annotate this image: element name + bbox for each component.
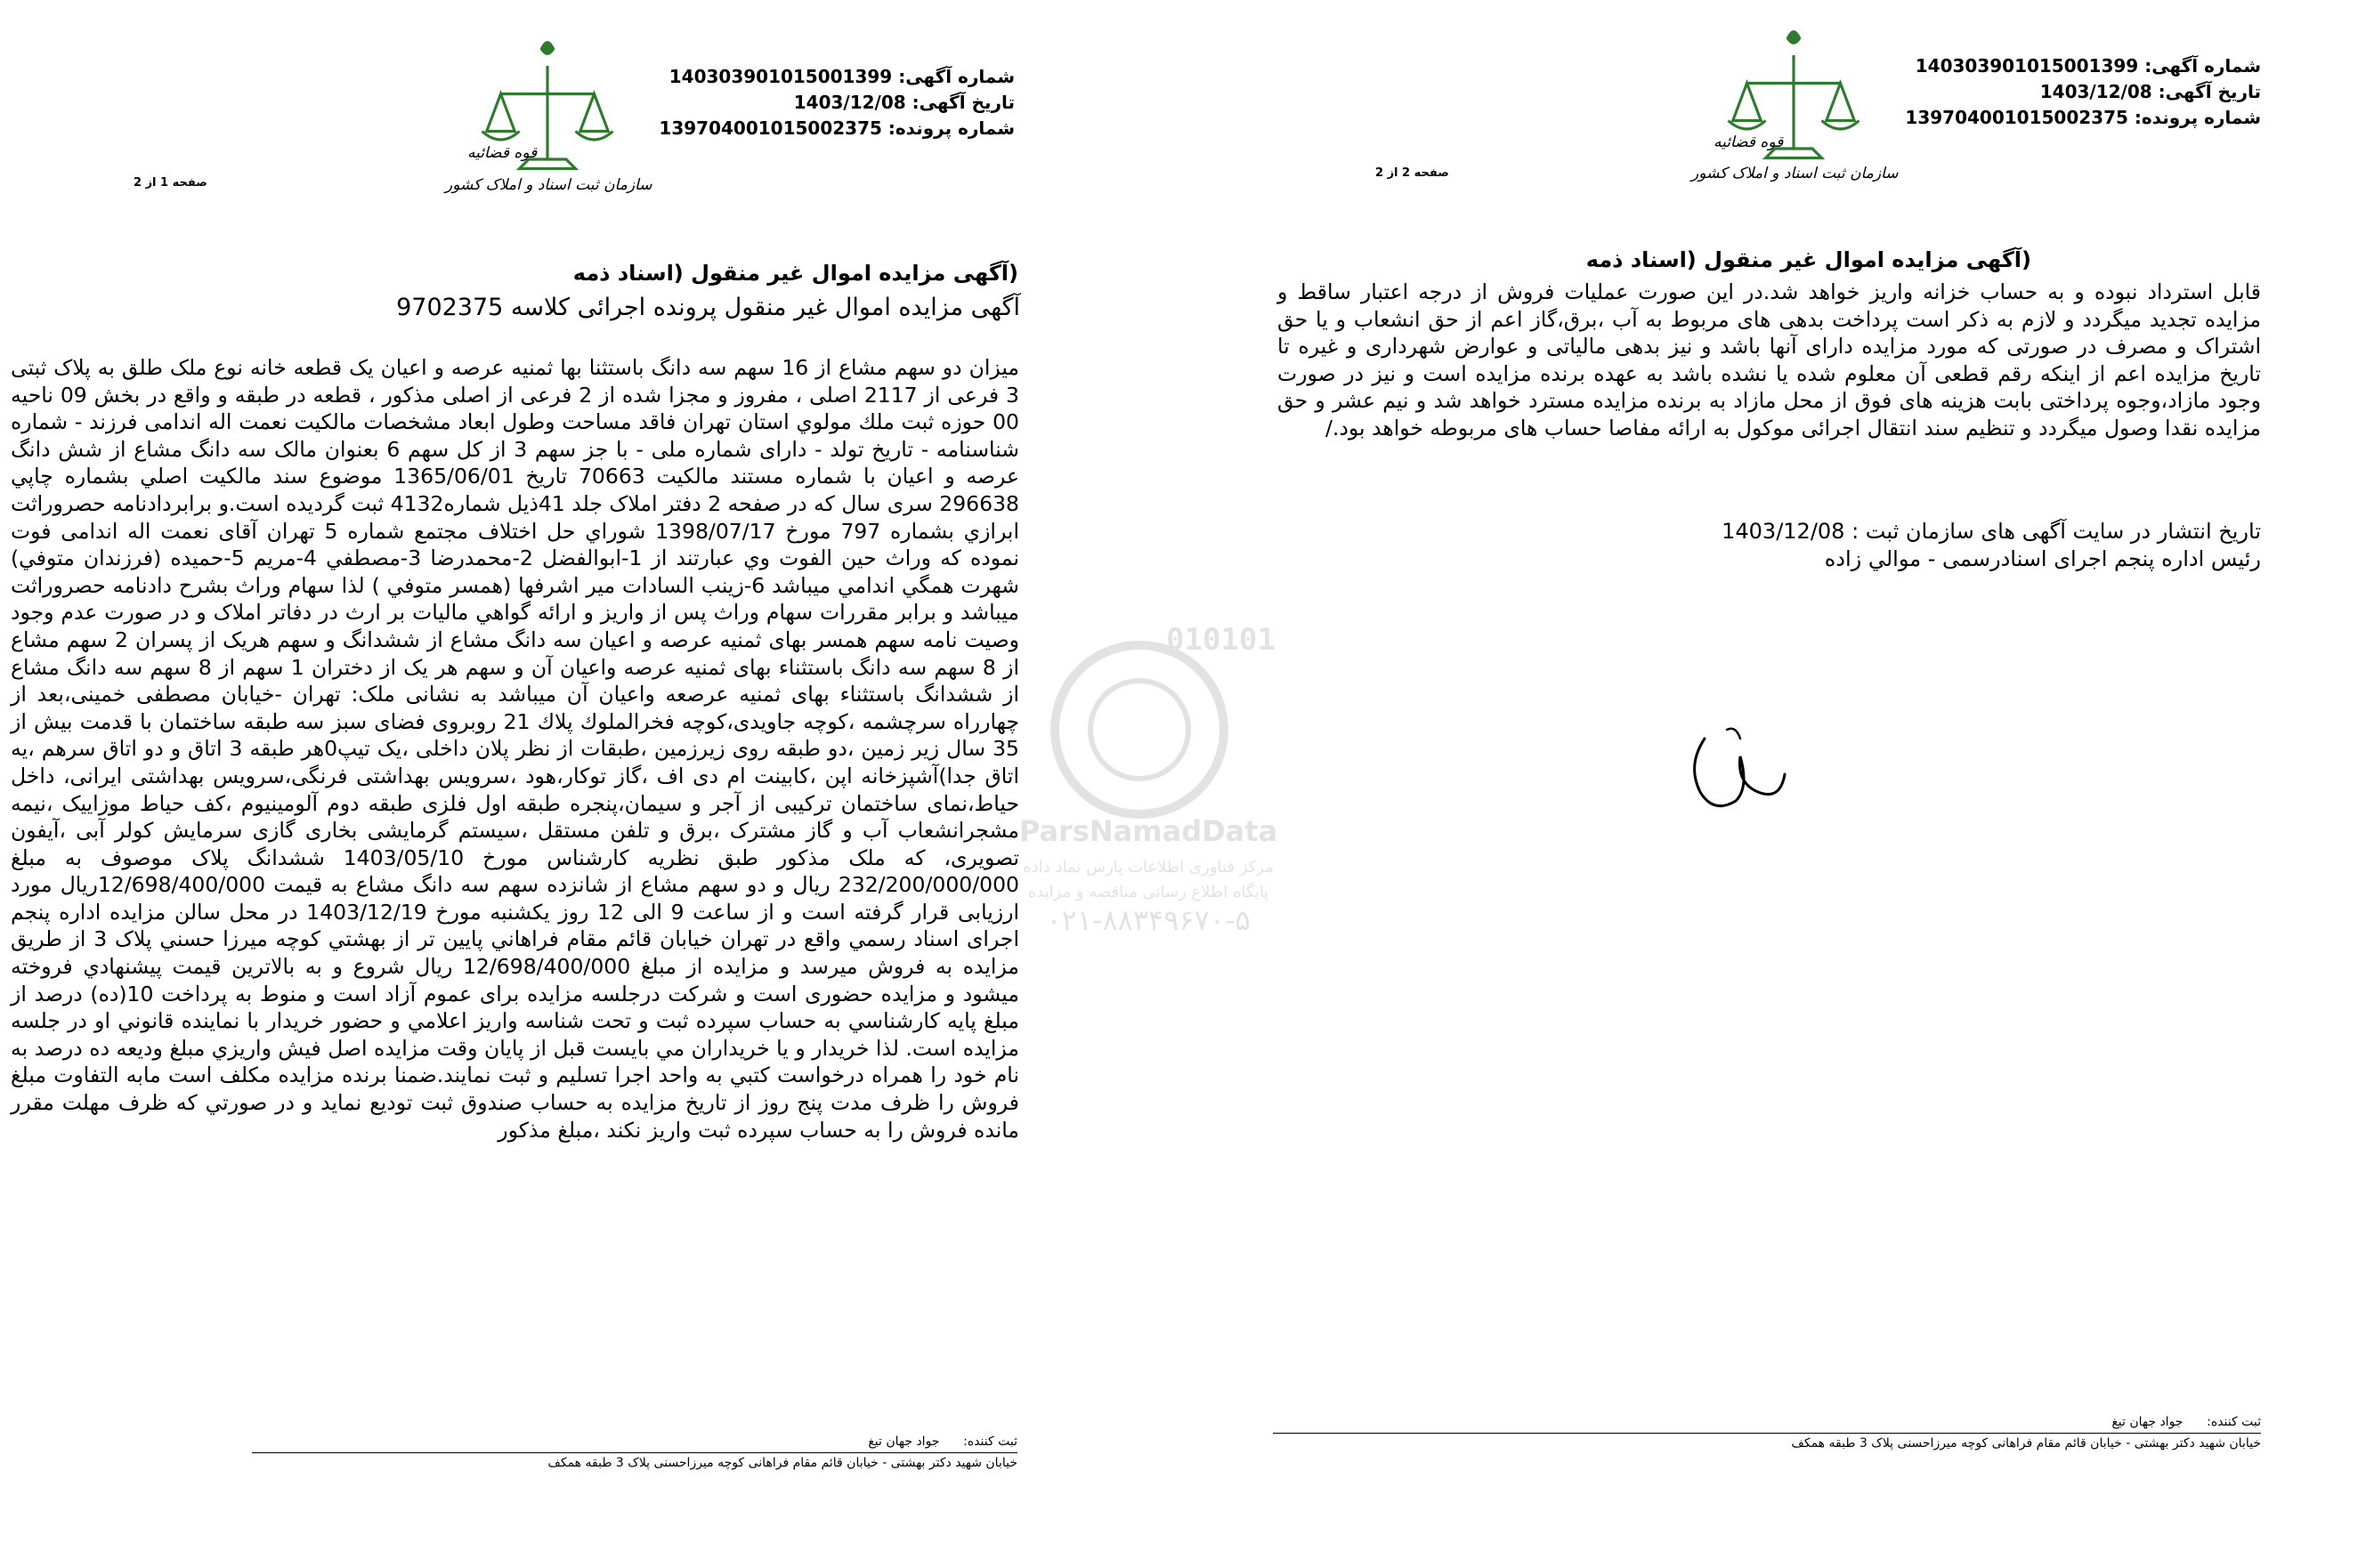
registrar-label: ثبت کننده: bbox=[963, 1435, 1017, 1449]
footer-divider bbox=[252, 1452, 1017, 1453]
file-number: 139704001015002375 bbox=[1905, 107, 2128, 128]
emblem-top-text: قوه قضائیه bbox=[467, 144, 538, 162]
notice-title: (آگهی مزایده اموال غیر منقول (اسناد ذمه bbox=[572, 261, 1018, 286]
file-number-row bbox=[1905, 105, 2261, 131]
parsnamad-watermark-icon bbox=[1006, 614, 1291, 952]
ad-number: 140303901015001399 bbox=[668, 66, 893, 87]
ad-number-label: شماره آگهی: bbox=[2144, 55, 2261, 77]
notice-subtitle: آگهی مزایده اموال غیر منقول پرونده اجرائی کلاسه 9702375 bbox=[396, 294, 1020, 321]
ad-date: 1403/12/08 bbox=[2039, 81, 2152, 102]
watermark-brand: ParsNamadData bbox=[1018, 814, 1278, 848]
ad-number: 140303901015001399 bbox=[1915, 55, 2139, 77]
page-number: صفحه 1 از 2 bbox=[134, 176, 207, 190]
registrar-label: ثبت کننده: bbox=[2207, 1415, 2261, 1429]
file-number-row bbox=[659, 116, 1015, 141]
ad-number-label: شماره آگهی: bbox=[898, 66, 1015, 87]
file-number-label: شماره پرونده: bbox=[2134, 107, 2261, 128]
footer bbox=[1273, 1415, 2261, 1451]
watermark-phone: ۰۲۱-۸۸۳۴۹۶۷۰-۵ bbox=[1046, 903, 1251, 937]
registrar-name: جواد جهان تیغ bbox=[868, 1435, 940, 1449]
registrar-row bbox=[252, 1435, 1017, 1449]
notice-body: میزان دو سهم مشاع از 16 سهم سه دانگ باستثنا بها ثمنیه عرصه و اعیان یک قطعه خانه نوع ملک طلق به پلاک ثبتی 3 فرعی از 2117 اصلی ، مفروز و مجزا شده از 2 فرعی از اصلی مذکور ، قطعه در طبقه و واقع در بخش 09 ناحیه 00 حوزه ثبت ملك مولوي استان تهران فاقد مساحت وطول ابعاد مشخصات مالکیت نعمت اله اندامی فرزند - شماره شناسنامه - تاریخ تولد - دارای شماره ملی - با جز سهم 3 از کل سهم 6 بعنوان مالک سه دانگ مشاع از شش دانگ عرصه و اعیان با شماره مستند مالکیت 70663 تاریخ 1365/06/01 موضوع سند مالکیت اصلي بشماره چاپي 296638 سری سال که در صفحه 2 دفتر املاک جلد 41ذيل شماره4132 ثبت گرديده است.و برابردادنامه حصروراثت ابرازي بشماره 797 مورخ 1398/07/17 شوراي حل اختلاف مجتمع شماره 5 تهران آقای نعمت اله اندامی فوت نموده که وراث حين الفوت وي عبارتند از 1-ابوالفضل 2-محمدرضا 3-مصطفي 4-مريم 5-حميده (فرزندان متوفي) شهرت همگي اندامي ميباشد 6-زينب السادات مير اشرفها (همسر متوفي ) لذا سهام وراث بشرح دادنامه حصروراثت ميباشد و برابر مقررات سهام وراث پس از واريز و ارائه گواهي ماليات بر ارث در دفاتر املاک و در صورت عدم وجود وصيت نامه سهم همسر بهای ثمنیه عرصه و اعیان سه دانگ مشاع از ششدانگ و سهم هريک از پسران 2 سهم مشاع از 8 سهم سه دانگ باستثناء بهای ثمنیه عرصه واعیان آن و سهم هر يک از دختران 1 سهم از 8 سهم سه دانگ مشاع از ششدانگ باستثناء بهای ثمنیه عرصعه واعیان آن میباشد به نشانی ملک: تهران -خيابان مصطفى خمينى،بعد از چهارراه سرچشمه ،كوچه جاويدى،كوچه فخرالملوك پلاك 21 روبروى فضاى سبز سه طبقه ساختمان با قدمت بيش از 35 سال زير زمين ،دو طبقه روى زيرزمين ،طبقات از نظر پلان داخلى ،يک تيپ0هر طبقه 3 اتاق و دو اتاق سرهم ،يه اتاق جدا)آشپزخانه اپن ،كابينت ام دى اف ،گاز توكار،هود ،سرويس بهداشتى فرنگى،سرويس بهداشتى ايرانى، داخل حياط،نماى ساختمان تركيبى از آجر و سيمان،پنجره طبقه اول فلزى طبقه دوم آلومينيوم ،كف حياط موزاييک ،نيمه مشجرانشعاب آب و گاز مشترک ،برق و تلفن مستقل ،سيستم گرمايشى بخارى گازى سرمايش كولر آبى ،آيفون تصويرى، كه ملک مذكور طبق نظريه كارشناس مورخ 1403/05/10 ششدانگ پلاک موصوف به مبلغ 232/200/000/000 ريال و دو سهم مشاع از شانزده سهم سه دانگ مشاع به قيمت 12/698/400/000ريال مورد ارزيابی قرار گرفته است و از ساعت 9 الی 12 روز يكشنبه مورخ 1403/12/19 در محل سالن مزايده اداره پنجم اجرای اسناد رسمي واقع در تهران خيابان قائم مقام فراهاني پايين تر از بهشتي كوچه ميرزا حسني پلاک 3 از طريق مزايده به فروش ميرسد و مزايده از مبلغ 12/698/400/000 ريال شروع و به بالاترين قيمت پيشنهادي فروخته ميشود و مزايده حضوری است و شرکت درجلسه مزايده برای عموم آزاد است و منوط به پرداخت 10(ده) درصد از مبلغ پايه كارشناسي به حساب سپرده ثبت و تحت شناسه واريز اعلامي و حضور خريدار با نماينده قانوني او در جلسه مزايده است. لذا خريدار و يا خريداران مي بايست قبل از پايان وقت مزايده اصل فيش واريزي مبلغ وديعه ده درصد به نام خود را همراه درخواست كتبي به واحد اجرا تسليم و ثبت نمايند.ضمنا برنده مزايده مكلف است مابه التفاوت مبلغ فروش را ظرف مدت پنج روز از تاريخ مزايده به حساب صندوق ثبت توديع نمايد و در صورتي كه ظرف مهلت مقرر مانده فروش را به حساب سپرده ثبت واريز نكند ،مبلغ مذكور bbox=[11, 355, 1020, 1143]
emblem-top-text: قوه قضائیه bbox=[1714, 133, 1784, 151]
ad-date-label: تاریخ آگهی: bbox=[912, 92, 1015, 113]
footer-address: خیابان شهید دکتر بهشتی - خیابان قائم مقام فراهانی کوچه میرزاحسنی پلاک 3 طبقه همکف bbox=[1791, 1436, 2261, 1451]
watermark-line2: پایگاه اطلاع رسانی مناقصه و مزایده bbox=[1027, 883, 1269, 901]
ad-date: 1403/12/08 bbox=[793, 92, 906, 113]
signer-line: رئیس اداره پنجم اجرای اسنادرسمی - موالي زاده bbox=[1824, 546, 2261, 571]
notice-body: قابل استرداد نبوده و به حساب خزانه واریز خواهد شد.در این صورت عملیات فروش از درجه اعتبار ساقط و مزایده تجدید میگردد و لازم به ذکر است پرداخت بدهی های مربوط به آب ،برق،گاز اعم از حق انشعاب و یا حق اشتراک و مصرف در صورتی که مورد مزایده دارای آنها باشد و نیز بدهی مالیاتی و عوارض شهرداری و غیره تا تاریخ مزایده اعم از اینکه رقم قطعی آن معلوم شده یا نشده باشد به عهده برنده مزایده است و نیز در صورت وجود مازاد،وجوه پرداختی بابت هزینه های فوق از محل مازاد به برنده مزایده مسترد خواهد شد و نیم عشر و حق مزایده نقدا وصول میگردد و تنظیم سند انتقال اجرائی موکول به ارائه مفاصا حساب های مربوطه خواهد بود./ bbox=[1277, 279, 2261, 440]
ad-date-label: تاریخ آگهی: bbox=[2158, 81, 2261, 102]
watermark-line1: مرکز فناوری اطلاعات پارس نماد داده bbox=[1023, 858, 1274, 877]
file-number: 139704001015002375 bbox=[659, 117, 882, 139]
handwritten-signature-icon bbox=[1651, 703, 1829, 837]
emblem-caption: سازمان ثبت اسناد و املاک کشور bbox=[445, 176, 652, 194]
publish-date-line: تاریخ انتشار در سایت آگهی های سازمان ثبت : 1403/12/08 bbox=[1722, 519, 2261, 544]
ad-number-row bbox=[659, 64, 1015, 90]
ad-number-row bbox=[1905, 53, 2261, 79]
file-number-label: شماره پرونده: bbox=[887, 117, 1015, 139]
watermark-digits: 010101 bbox=[1166, 622, 1276, 658]
registrar-row bbox=[1273, 1415, 2261, 1429]
registrar-name: جواد جهان تیغ bbox=[2111, 1415, 2184, 1429]
footer-address: خیابان شهید دکتر بهشتی - خیابان قائم مقام فراهانی کوچه میرزاحسنی پلاک 3 طبقه همکف bbox=[547, 1456, 1017, 1470]
page-number: صفحه 2 از 2 bbox=[1375, 166, 1449, 180]
ad-date-row bbox=[1905, 79, 2261, 105]
footer bbox=[252, 1435, 1017, 1470]
ad-date-row bbox=[659, 90, 1015, 116]
emblem-caption: سازمان ثبت اسناد و املاک کشور bbox=[1691, 165, 1899, 182]
notice-title: (آگهی مزایده اموال غیر منقول (اسناد ذمه bbox=[1585, 247, 2031, 272]
footer-divider bbox=[1273, 1433, 2261, 1434]
header-info bbox=[1905, 53, 2261, 131]
header-info bbox=[659, 64, 1015, 141]
